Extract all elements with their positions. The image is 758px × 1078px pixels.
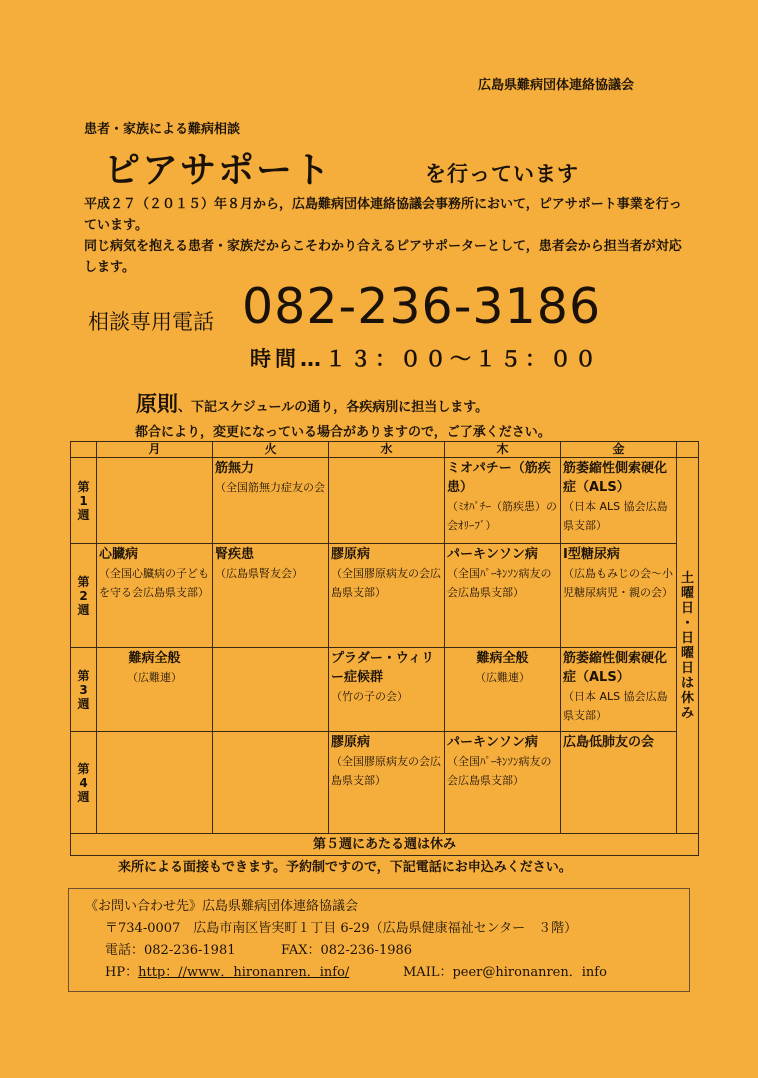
week-label: 第 2 週 — [71, 544, 97, 648]
contact-box — [68, 888, 690, 992]
group-name: （広難連） — [127, 671, 182, 684]
disease-name: 膠原病 — [331, 547, 371, 562]
schedule-cell — [97, 648, 213, 732]
weekend-note: 土 曜 日 ・ 日 曜 日 は 休 み — [677, 458, 699, 834]
day-header: 木 — [445, 442, 561, 458]
schedule-row — [71, 648, 699, 732]
schedule-row — [71, 458, 699, 544]
disease-name: 心臓病 — [99, 547, 139, 562]
page-title: ピアサポート — [104, 150, 333, 191]
schedule-cell — [329, 732, 445, 834]
group-name: （全国ﾊﾟｰｷﾝｿﾝ病友の会広島県支部） — [447, 755, 552, 787]
schedule-cell — [213, 544, 329, 648]
schedule-cell — [213, 458, 329, 544]
schedule-cell — [213, 732, 329, 834]
schedule-cell — [329, 544, 445, 648]
week-label: 第 1 週 — [71, 458, 97, 544]
disease-name: ミオパチー（筋疾患） — [447, 461, 551, 495]
group-name: （全国膠原病友の会広島県支部） — [331, 755, 441, 787]
disease-name: パーキンソン病 — [447, 547, 538, 562]
disease-name: 腎疾患 — [215, 547, 255, 562]
subtitle: 患者・家族による難病相談 — [84, 122, 241, 137]
group-name: （全国心臓病の子どもを守る会広島県支部） — [99, 567, 209, 599]
contact-mail: MAIL：peer@hironanren．info — [403, 965, 607, 980]
schedule-cell — [561, 732, 677, 834]
disease-name: Ⅰ型糖尿病 — [563, 547, 620, 562]
disease-name: 筋萎縮性側索硬化症（ALS） — [563, 651, 668, 685]
contact-heading: 《お問い合わせ先》広島県難病団体連絡協議会 — [85, 899, 359, 914]
schedule-header-row — [71, 442, 699, 458]
group-name: （全国筋無力症友の会 — [215, 481, 325, 494]
group-name: （広島もみじの会～小児糖尿病児・親の会） — [563, 567, 673, 599]
phone-number[interactable]: 082-236-3186 — [242, 278, 602, 335]
change-note: 都合により，変更になっている場合がありますので，ご了承ください。 — [135, 425, 551, 440]
principle — [136, 388, 488, 418]
hours: 時間…１３：００～１５：００ — [250, 347, 600, 371]
schedule-cell — [329, 648, 445, 732]
group-name: （広難連） — [475, 671, 530, 684]
contact-phone: 電話：082-236-1981 — [105, 943, 236, 958]
principle-text: 、下記スケジュールの通り，各疾病別に担当します。 — [178, 400, 489, 415]
disease-name: プラダー・ウィリー症候群 — [331, 651, 435, 685]
contact-hp — [105, 961, 349, 980]
contact-fax: FAX：082-236-1986 — [281, 943, 413, 958]
title-suffix: を行っています — [425, 162, 579, 186]
disease-name: 難病全般 — [476, 651, 529, 666]
contact-address: 〒734-0007 広島市南区皆実町１丁目 6-29（広島県健康福祉センター ３階） — [105, 921, 578, 936]
week5-note: 第５週にあたる週は休み — [71, 834, 699, 856]
schedule-cell — [561, 458, 677, 544]
schedule-cell — [561, 544, 677, 648]
schedule-row — [71, 544, 699, 648]
principle-heading: 原則 — [136, 392, 178, 416]
schedule-row — [71, 732, 699, 834]
phone-label: 相談専用電話 — [88, 310, 214, 334]
day-header: 水 — [329, 442, 445, 458]
schedule-cell — [445, 544, 561, 648]
schedule-cell — [97, 458, 213, 544]
group-name: （竹の子の会） — [331, 690, 408, 703]
disease-name: 筋萎縮性側索硬化症（ALS） — [563, 461, 668, 495]
visit-note: 来所による面接もできます。予約制ですので，下記電話にお申込みください。 — [118, 860, 572, 875]
schedule-cell — [97, 732, 213, 834]
schedule-table — [70, 441, 699, 856]
schedule-cell — [97, 544, 213, 648]
group-name: （全国ﾊﾟｰｷﾝｿﾝ病友の会広島県支部） — [447, 567, 552, 599]
schedule-cell — [329, 458, 445, 544]
schedule-cell — [445, 732, 561, 834]
day-header: 金 — [561, 442, 677, 458]
week-label: 第 3 週 — [71, 648, 97, 732]
group-name: （広島県腎友会） — [215, 567, 303, 580]
hp-label: HP： — [105, 965, 139, 980]
day-header: 月 — [97, 442, 213, 458]
hp-link[interactable]: http：//www．hironanren．info/ — [138, 965, 350, 980]
group-name: （日本 ALS 協会広島県支部） — [563, 500, 668, 532]
intro-paragraph: 同じ病気を抱える患者・家族だからこそわかり合えるピアサポーターとして，患者会から担当者が対応します。 — [84, 239, 682, 275]
week-label: 第 4 週 — [71, 732, 97, 834]
corner-cell — [71, 442, 97, 458]
day-header: 火 — [213, 442, 329, 458]
schedule-cell — [445, 648, 561, 732]
blank-header — [677, 442, 699, 458]
week5-row — [71, 834, 699, 856]
schedule-cell — [213, 648, 329, 732]
schedule-cell — [445, 458, 561, 544]
intro-text — [84, 194, 682, 278]
organization-name: 広島県難病団体連絡協議会 — [478, 78, 635, 93]
disease-name: 筋無力 — [215, 461, 255, 476]
disease-name: 広島低肺友の会 — [563, 735, 655, 750]
disease-name: 難病全般 — [128, 651, 181, 666]
group-name: （全国膠原病友の会広島県支部） — [331, 567, 441, 599]
disease-name: 膠原病 — [331, 735, 371, 750]
group-name: （日本 ALS 協会広島県支部） — [563, 690, 668, 722]
disease-name: パーキンソン病 — [447, 735, 538, 750]
intro-paragraph: 平成２７（２０１５）年８月から，広島難病団体連絡協議会事務所において，ピアサポート事業を行っています。 — [84, 197, 682, 233]
schedule-cell — [561, 648, 677, 732]
group-name: （ﾐｵﾊﾟﾁｰ（筋疾患）の会ｵﾘｰﾌﾞ） — [447, 500, 557, 532]
